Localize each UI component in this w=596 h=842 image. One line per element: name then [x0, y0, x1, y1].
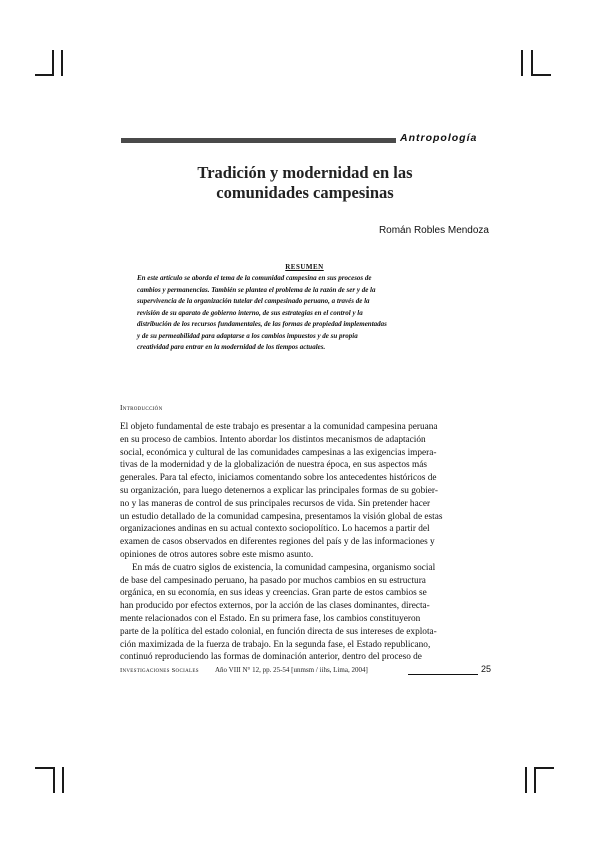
- body-line: han producido por efectos externos, por la acción de las clases dominantes, directa-: [120, 601, 430, 612]
- body-line: orgánica, en su economía, en sus ideas y creencias. Gran parte de estos cambios se: [120, 588, 427, 599]
- author: Román Robles Mendoza: [378, 225, 489, 236]
- footer-rule: [408, 674, 478, 675]
- article-title: [120, 163, 490, 203]
- body-line: ción maximizada de la fuerza de trabajo. En la segunda fase, el Estado republicano,: [120, 639, 431, 650]
- body-line: tivas de la modernidad y de la globalización de nuestra época, en sus aspectos más: [120, 460, 427, 471]
- crop-mark-bottom-right-v2: [534, 767, 536, 793]
- body-line: social, económica y cultural de las comunidades campesinas a las exigencias impera-: [120, 447, 437, 458]
- crop-mark-top-right-v1: [521, 50, 523, 76]
- footer-journal-name: Investigaciones Sociales: [120, 667, 199, 674]
- body-line: su organización, para luego detenernos a explicar las principales formas de su gobier-: [120, 485, 438, 496]
- section-label: Antropología: [400, 132, 478, 144]
- body-line: continuó reproduciendo las formas de dominación anterior, dentro del proceso de: [120, 652, 422, 663]
- body-line: El objeto fundamental de este trabajo es presentar a la comunidad campesina peruana: [120, 422, 438, 432]
- body-line: mente relacionados con el Estado. En su primera fase, los cambios constituyeron: [120, 613, 421, 624]
- crop-mark-bottom-right-h: [534, 767, 554, 769]
- page-number: 25: [481, 664, 492, 674]
- introduction-heading: Introducción: [120, 403, 163, 412]
- body-line: de base del campesinado peruano, ha pasado por muchos cambios en su estructura: [120, 575, 426, 586]
- body-line: examen de casos observados en diferentes regiones del país y de las informaciones y: [120, 537, 435, 548]
- body-text: [120, 421, 490, 664]
- crop-mark-bottom-right-v1: [525, 767, 527, 793]
- abstract: [137, 273, 487, 354]
- crop-mark-top-right-v2: [531, 50, 533, 76]
- crop-mark-top-left-v2: [61, 50, 63, 76]
- body-line: opiniones de otros autores sobre este mismo asunto.: [120, 549, 314, 560]
- crop-mark-bottom-left-v2: [62, 767, 64, 793]
- section-rule: [121, 138, 396, 143]
- body-line: generales. Para tal efecto, iniciamos comentando sobre los antecedentes históricos de: [120, 473, 437, 484]
- crop-mark-top-left-v1: [52, 50, 54, 76]
- abstract-line: supervivencia de la organización tutelar del campesinado peruano, a través de la: [137, 297, 370, 305]
- abstract-heading: RESUMEN: [285, 263, 324, 271]
- body-line: en su proceso de cambios. Intento abordar los distintos mecanismos de adaptación: [120, 434, 426, 445]
- title-line: Tradición y modernidad en las: [197, 163, 413, 182]
- abstract-line: En este artículo se aborda el tema de la comunidad campesina en sus procesos de: [137, 274, 372, 282]
- body-line: organizaciones andinas en su actual contexto sociopolítico. Lo hacemos a partir del: [120, 524, 430, 535]
- body-line: un estudio detallado de la comunidad campesina, presentamos la visión global de estas: [120, 511, 443, 522]
- abstract-line: cambios y permanencias. También se plantea el problema de la razón de ser y de la: [137, 285, 376, 294]
- abstract-line: y de su permeabilidad para adaptarse a los cambios impuestos y de su propia: [137, 331, 358, 340]
- abstract-line: distribución de los recursos fundamentales, de las formas de propiedad implementadas: [137, 320, 387, 328]
- footer-issue-info: Año VIII N° 12, pp. 25-54 [unmsm / iihs, Lima, 2004]: [215, 666, 368, 674]
- body-line: parte de la política del estado colonial, en función directa de sus intereses de explota-: [120, 626, 437, 637]
- body-line: no y las maneras de control de sus principales recursos de vida. Sin pretender hacer: [120, 498, 431, 509]
- crop-mark-top-right-h: [531, 74, 551, 76]
- abstract-line: creatividad para entrar en la modernidad de los tiempos actuales.: [137, 343, 326, 351]
- abstract-line: revisión de su aparato de gobierno interno, de sus estrategias en el control y la: [137, 308, 363, 317]
- crop-mark-bottom-left-v1: [53, 767, 55, 793]
- crop-mark-bottom-left-h: [35, 767, 55, 769]
- title-line: comunidades campesinas: [216, 183, 394, 202]
- body-line: En más de cuatro siglos de existencia, la comunidad campesina, organismo social: [132, 562, 436, 573]
